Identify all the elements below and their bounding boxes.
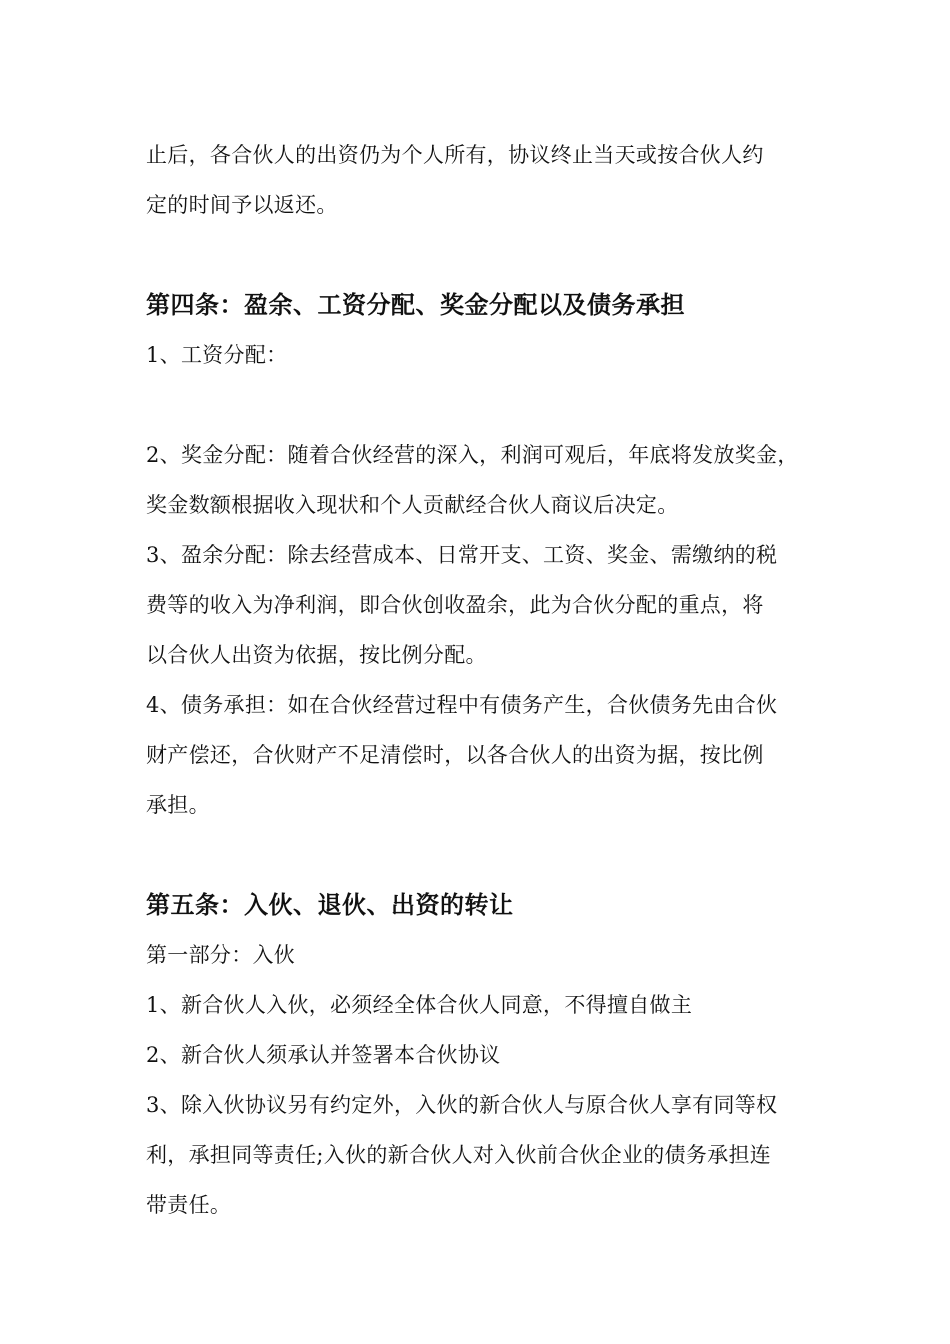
spacer: [146, 830, 826, 880]
section-4-item-3-line: 以合伙人出资为依据，按比例分配。: [146, 643, 487, 667]
section-4-item-2-line: 2、奖金分配：随着合伙经营的深入，利润可观后，年底将发放奖金，: [146, 443, 799, 467]
section-4-item-3-line: 费等的收入为净利润，即合伙创收盈余，此为合伙分配的重点，将: [146, 593, 764, 617]
intro-line: 止后，各合伙人的出资仍为个人所有，协议终止当天或按合伙人约: [146, 143, 764, 167]
document-page: [146, 130, 826, 1230]
section-4-heading: 第四条：盈余、工资分配、奖金分配以及债务承担: [146, 291, 685, 319]
section-4-item-4-line: 承担。: [146, 793, 210, 817]
section-5-item-1: 1、新合伙人入伙，必须经全体合伙人同意，不得擅自做主: [146, 993, 693, 1017]
section-5-item-2: 2、新合伙人须承认并签署本合伙协议: [146, 1043, 501, 1067]
section-4-item-2-line: 奖金数额根据收入现状和个人贡献经合伙人商议后决定。: [146, 493, 679, 517]
intro-line: 定的时间予以返还。: [146, 193, 338, 217]
spacer: [146, 230, 826, 280]
section-5-item-3-line: 利，承担同等责任;入伙的新合伙人对入伙前合伙企业的债务承担连: [146, 1143, 772, 1167]
section-5-item-3-line: 3、除入伙协议另有约定外，入伙的新合伙人与原合伙人享有同等权: [146, 1093, 778, 1117]
section-4-item-4-line: 财产偿还，合伙财产不足清偿时，以各合伙人的出资为据，按比例: [146, 743, 764, 767]
spacer: [146, 380, 826, 430]
section-5-item-3-line: 带责任。: [146, 1193, 232, 1217]
section-5-heading: 第五条：入伙、退伙、出资的转让: [146, 891, 514, 919]
section-4-item-1: 1、工资分配：: [146, 343, 288, 367]
section-4-item-3-line: 3、盈余分配：除去经营成本、日常开支、工资、奖金、需缴纳的税: [146, 543, 778, 567]
section-4-item-4-line: 4、债务承担：如在合伙经营过程中有债务产生，合伙债务先由合伙: [146, 693, 778, 717]
section-5-part-1: 第一部分：入伙: [146, 943, 296, 967]
